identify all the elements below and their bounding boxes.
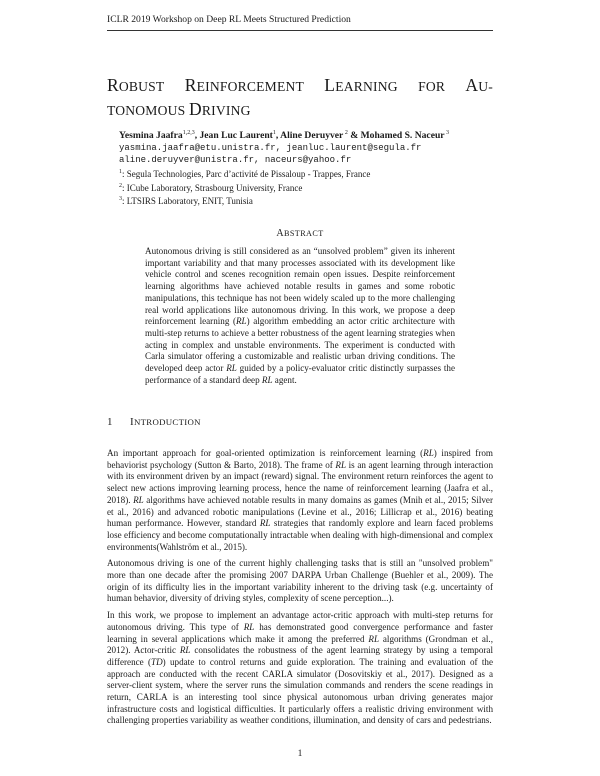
- paper-title: [107, 74, 493, 122]
- abstract-text: Autonomous driving is still considered as an “unsolved problem” given its inherent important variability and that many processes associated with its development like vehicle control and scenes recognition remain open issues. Despite reinforcement learning algorithms have achieved notable results in games and some robotic manipulations, this technique has not been widely scaled up to the more challenging real world applications like autonomous driving. In this work, we propose a deep reinforcement learning (RL) algorithm embedding an actor critic architecture with multi-step returns to achieve a better robustness of the agent learning strategies when acting in complex and unstable environments. The experiment is conducted with Carla simulator offering a customizable and realistic urban driving conditions. The developed deep actor RL guided by a policy-evaluator critic distinctly surpasses the performance of a standard deep RL agent.: [145, 246, 455, 385]
- running-head: ICLR 2019 Workshop on Deep RL Meets Structured Prediction: [107, 14, 351, 25]
- paragraph: In this work, we propose to implement an advantage actor-critic approach with multi-step returns for autonomous driving. This type of RL has demonstrated good convergence performance and faster learning in several applications which make it among the preferred RL algorithms (Grondman et al., 2012). Actor-critic RL consolidates the robustness of the agent learning strategy by using a temporal difference (TD) update to control returns and guide exploration. The training and evaluation of the approach are conducted with the recent CARLA simulator (Dosovitskiy et al., 2017). Designed as a server-client system, where the server runs the simulation commands and renders the scene readings in return, CARLA is an interesting tool since physical autonomous urban driving generates major infrastructure costs and logistical difficulties. It particularly offers a realistic driving environment with challenging properties variability as weather conditions, illumination, and density of cars and pedestrians.: [107, 610, 493, 726]
- affiliation: $^1$: Segula Technologies, Parc d’activité de Pissaloup - Trappes, France: [119, 169, 371, 179]
- author-list: Yesmina Jaafra$^{1,2,3}$, Jean Luc Laurent$^1$, Aline Deruyver $^2$ & Mohamed S. Naceur $^3$: [119, 130, 450, 142]
- author-name: Jean Luc Laurent: [199, 130, 273, 142]
- email-line[interactable]: yasmina.jaafra@etu.unistra.fr, jeanluc.laurent@segula.fr: [119, 143, 422, 153]
- introduction-body: [107, 448, 493, 732]
- paragraph: An important approach for goal-oriented optimization is reinforcement learning (RL) inspired from behaviorist psychology (Sutton & Barto, 2018). The frame of RL is an agent learning through interaction with its environment driven by an impact (reward) signal. The environment return reinforces the agent to select new actions improving learning process, hence the name of reinforcement learning (Jaafra et al., 2018). RL algorithms have achieved notable results in many domains as games (Mnih et al., 2015; Silver et al., 2016) and advanced robotic manipulations (Levine et al., 2016; Lillicrap et al., 2016) beating human performance. However, standard RL strategies that randomly explore and learn faced problems lose efficiency and become computationally intractable when dealing with high-dimensional and complex environments(Wahlström et al., 2015).: [107, 448, 494, 552]
- title-line-2: TONOMOUS DRIVING: [107, 99, 251, 119]
- author-name: Aline Deruyver: [280, 130, 344, 142]
- affiliation: $^2$: ICube Laboratory, Strasbourg University, France: [119, 182, 303, 193]
- affiliation: $^3$: LTSIRS Laboratory, ENIT, Tunisia: [119, 196, 253, 207]
- paragraph: Autonomous driving is one of the current highly challenging tasks that is still an "unsolved problem" more than one decade after the promising 2007 DARPA Urban Challenge (Buehler et al., 2009). The origin of its difficulty lies in the important variability inherent to the driving task (e.g. uncertainty of human behavior, diversity of driving styles, complexity of scene perception...).: [107, 558, 493, 604]
- section-heading-introduction: 1 INTRODUCTION: [107, 416, 201, 428]
- abstract-heading: ABSTRACT: [276, 228, 324, 239]
- email-line[interactable]: aline.deruyver@unistra.fr, naceurs@yahoo.fr: [119, 154, 352, 165]
- header-rule: [107, 30, 493, 31]
- author-name: Yesmina Jaafra: [119, 130, 183, 142]
- title-word: LEARNING: [324, 75, 398, 95]
- page-number: 1: [297, 749, 303, 759]
- author-emails: [119, 143, 421, 166]
- affiliations: [119, 167, 370, 208]
- author-name: Mohamed S. Naceur: [360, 130, 445, 142]
- title-line-1: [107, 74, 493, 98]
- title-word: REINFORCEMENT: [184, 75, 304, 95]
- title-word: FOR: [418, 79, 446, 94]
- title-word: ROBUST: [107, 75, 165, 95]
- title-word: AU-: [465, 75, 493, 95]
